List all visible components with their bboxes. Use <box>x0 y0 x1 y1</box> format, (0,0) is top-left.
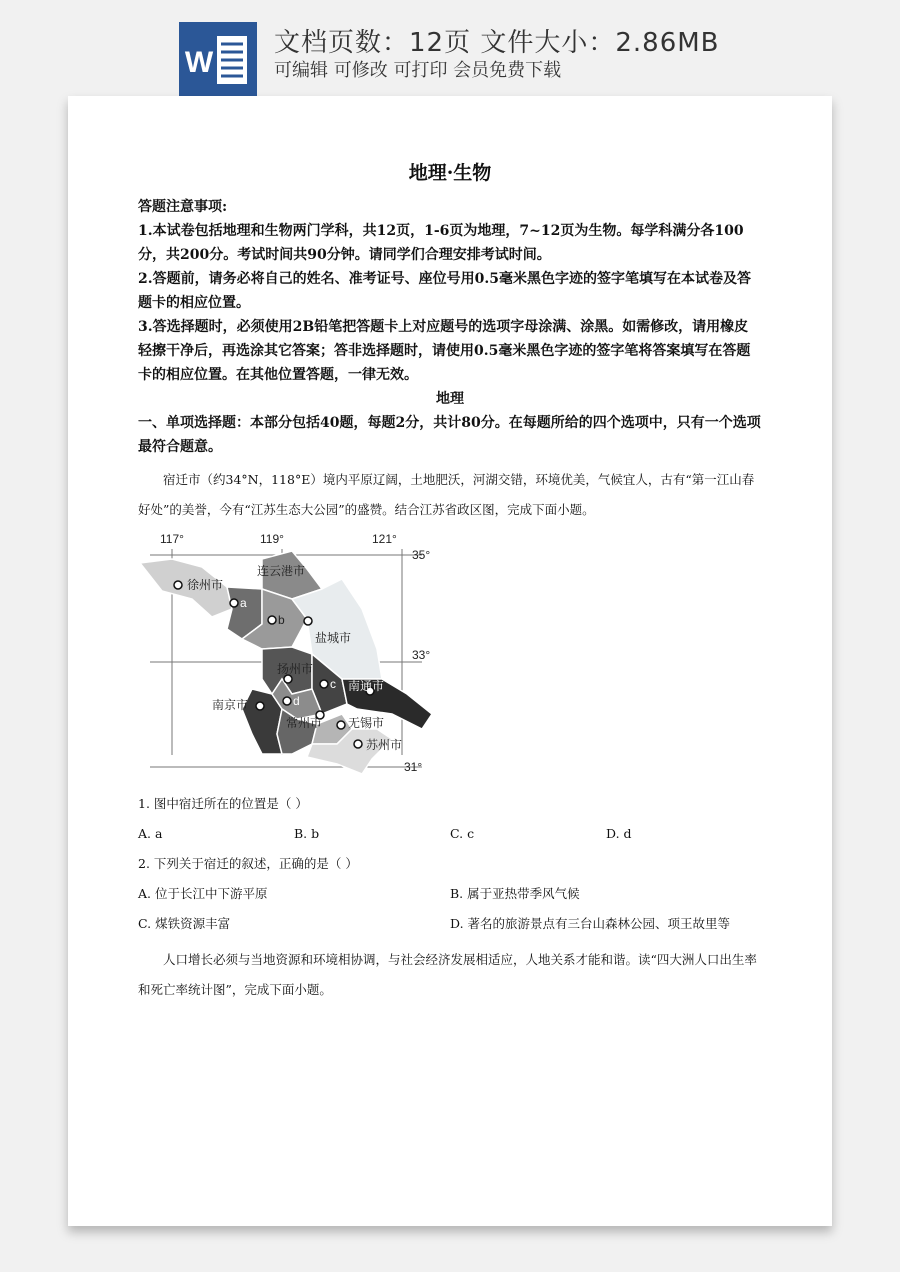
q2-option-c: C. 煤铁资源丰富 <box>138 916 231 931</box>
city-point-nanjing <box>256 702 264 710</box>
city-label-wuxi: 无锡市 <box>348 716 385 730</box>
note-2: 2.答题前，请务必将自己的姓名、准考证号、座位号用0.5毫米黑色字迹的签字笔填写在本试卷及答题卡的相应位置。 <box>138 271 751 311</box>
question-2-options-row2 <box>138 909 762 939</box>
q1-option-a: A. a <box>138 826 163 841</box>
q2-option-a: A. 位于长江中下游平原 <box>138 886 268 901</box>
word-icon-letter: W <box>184 46 214 79</box>
document-page <box>68 96 832 1226</box>
city-point-yangzhou <box>284 675 292 683</box>
passage-2: 人口增长必须与当地资源和环境相协调，与社会经济发展相适应，人地关系才能和谐。读“四大洲人口出生率和死亡率统计图”，完成下面小题。 <box>138 952 757 997</box>
page-title: 地理·生物 <box>408 162 492 184</box>
download-banner <box>0 0 900 100</box>
city-point-yancheng <box>304 617 312 625</box>
jiangsu-map <box>132 529 452 789</box>
question-1-options <box>138 819 762 849</box>
q1-option-b: B. b <box>294 826 320 841</box>
point-label-b: b <box>278 613 285 627</box>
lat-label-35: 35° <box>412 548 431 562</box>
point-label-d: d <box>293 694 300 708</box>
q2-option-d: D. 著名的旅游景点有三台山森林公园、项王故里等 <box>450 916 731 931</box>
file-info: 文档页数：12页 文件大小：2.86MB <box>274 28 720 58</box>
q2-option-b: B. 属于亚热带季风气候 <box>450 886 580 901</box>
lat-label-33: 33° <box>412 648 431 662</box>
lon-label-117: 117° <box>160 532 184 546</box>
part-1-instructions: 一、单项选择题：本部分包括40题，每题2分，共计80分。在每题所给的四个选项中，只有一个选项最符合题意。 <box>138 415 761 455</box>
question-2: 2. 下列关于宿迁的叙述，正确的是（ ） <box>138 856 358 871</box>
map-svg <box>132 529 452 789</box>
point-label-a: a <box>240 596 247 610</box>
point-d <box>283 697 291 705</box>
q1-option-c: C. c <box>450 826 475 841</box>
point-a <box>230 599 238 607</box>
question-1: 1. 图中宿迁所在的位置是（ ） <box>138 796 308 811</box>
city-label-yangzhou: 扬州市 <box>277 662 314 676</box>
city-point-wuxi <box>337 721 345 729</box>
lon-label-121: 121° <box>372 532 397 546</box>
point-c <box>320 680 328 688</box>
lat-label-31: 31° <box>404 760 423 774</box>
city-label-xuzhou: 徐州市 <box>187 578 224 592</box>
city-label-nantong: 南通市 <box>348 679 385 693</box>
city-label-lianyungang: 连云港市 <box>257 564 306 578</box>
point-b <box>268 616 276 624</box>
section-title: 地理 <box>436 391 464 407</box>
city-label-suzhou: 苏州市 <box>366 738 403 752</box>
note-3: 3.答选择题时，必须使用2B铅笔把答题卡上对应题号的选项字母涂满、涂黑。如需修改，请用橡皮轻擦干净后，再选涂其它答案；答非选择题时，请使用0.5毫米黑色字迹的签字笔将答案填写在答题卡的相应位置。在其他位置答题，一律无效。 <box>138 319 751 383</box>
document-body <box>138 158 762 1005</box>
note-1: 1.本试卷包括地理和生物两门学科，共12页，1-6页为地理，7~12页为生物。每学科满分各100分，共200分。考试时间共90分钟。请同学们合理安排考试时间。 <box>138 223 744 263</box>
city-point-xuzhou <box>174 581 182 589</box>
city-label-nanjing: 南京市 <box>212 698 249 712</box>
city-label-yancheng: 盐城市 <box>315 631 352 645</box>
point-label-c: c <box>330 677 336 691</box>
lon-label-119: 119° <box>260 532 284 546</box>
word-icon <box>179 22 257 96</box>
q1-option-d: D. d <box>606 826 632 841</box>
question-2-options-row1 <box>138 879 762 909</box>
file-features: 可编辑 可修改 可打印 会员免费下载 <box>274 60 562 81</box>
passage-1: 宿迁市（约34°N，118°E）境内平原辽阔，土地肥沃，河湖交错，环境优美，气候宜人，古有“第一江山春好处”的美誉，今有“江苏生态大公园”的盛赞。结合江苏省政区图，完成下面小题。 <box>138 472 755 517</box>
city-point-suzhou <box>354 740 362 748</box>
city-label-changzhou: 常州市 <box>286 716 323 730</box>
notes-heading: 答题注意事项: <box>138 199 228 215</box>
